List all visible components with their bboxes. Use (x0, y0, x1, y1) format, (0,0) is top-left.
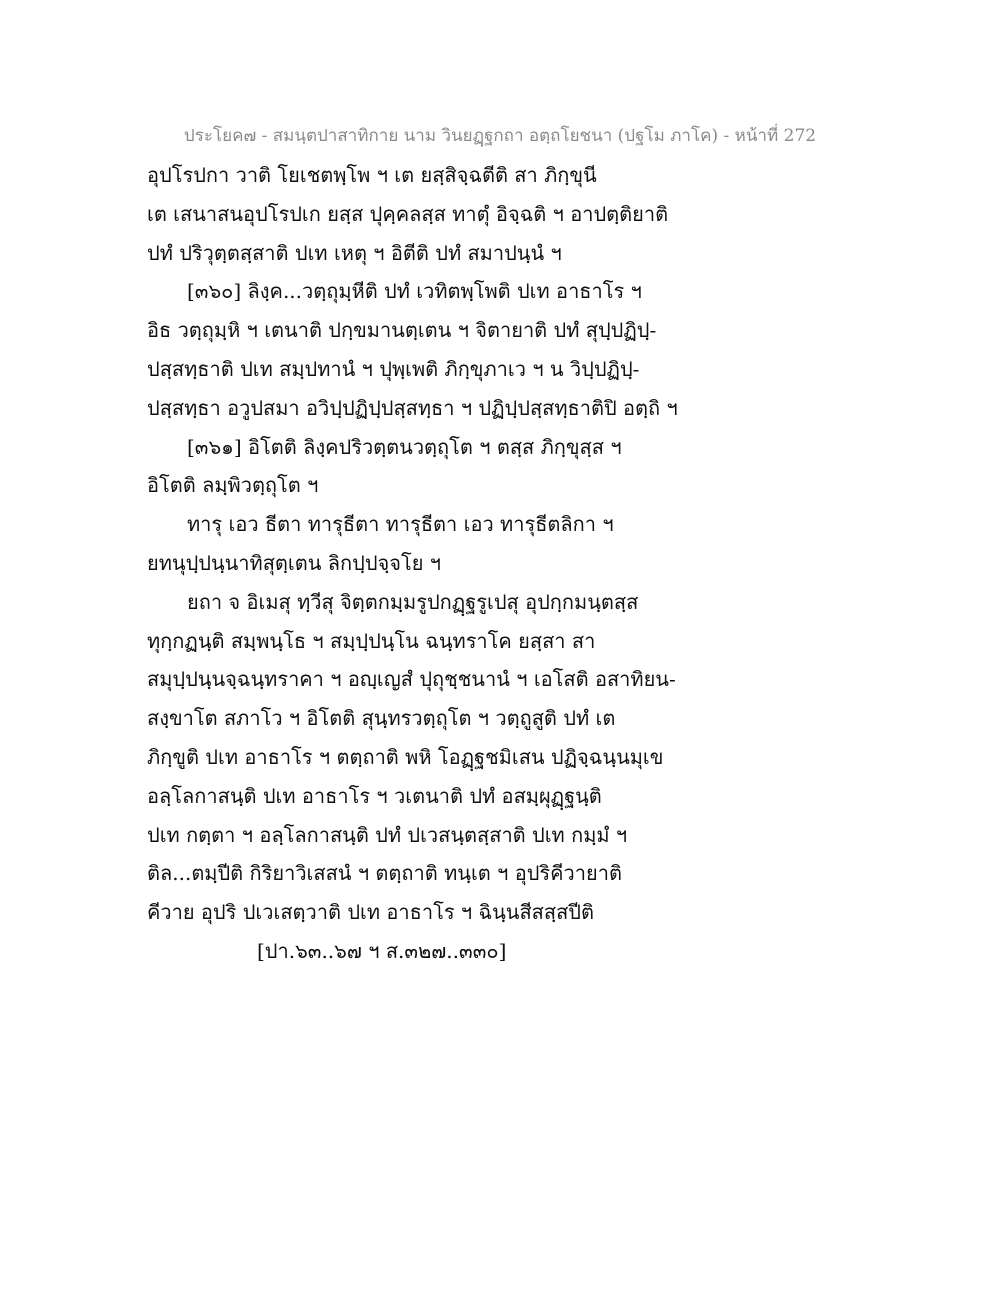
text-line: คีวาย อุปริ ปเวเสตฺวาติ ปเท อาธาโร ฯ ฉินฺนสีสสฺสปีติ (147, 900, 594, 925)
text-line: เต เสนาสนอุปโรปเก ยสฺส ปุคฺคลสฺส ทาตุํ อิจฺฉติ ฯ อาปตฺติยาติ (147, 201, 669, 226)
text-line: อิโตติ ลมฺพิวตฺถุโต ฯ (147, 473, 319, 498)
text-line: อลฺโลกาสนฺติ ปเท อาธาโร ฯ วเตนาติ ปทํ อสมฺผุฏฺฐนฺติ (147, 783, 602, 808)
text-line: ปทํ ปริวุตฺตสฺสาติ ปเท เหตุ ฯ อิตีติ ปทํ สมาปนฺนํ ฯ (147, 240, 562, 265)
text-line: ยทนุปฺปนฺนาทิสุตฺเตน ลิกปฺปจฺจโย ฯ (147, 550, 442, 575)
text-line: ปสฺสทฺธาติ ปเท สมฺปทานํ ฯ ปุพฺเพติ ภิกฺขุภาเว ฯ น วิปฺปฏิปฺ- (147, 356, 640, 381)
paragraph-360-start: [๓๖๐] ลิงฺค...วตฺถุมฺหีติ ปทํ เวทิตพฺโพติ ปเท อาธาโร ฯ (187, 279, 642, 304)
text-line: ทุกฺกฏนฺติ สมฺพนฺโธ ฯ สมฺปฺปนฺโน ฉนฺทราโค ยสฺสา สา (147, 628, 596, 653)
text-line: อิธ วตฺถุมฺหิ ฯ เตนาติ ปกฺขมานตฺเตน ฯ จิตายาติ ปทํ สุปฺปฏิปฺ- (147, 318, 657, 343)
body-text (147, 156, 847, 971)
text-line: สงฺขาโต สภาโว ฯ อิโตติ สุนฺทรวตฺถุโต ฯ วตฺถูสูติ ปทํ เต (147, 706, 616, 731)
text-line: สมุปฺปนฺนจฺฉนฺทราคา ฯ อญฺเญสํ ปุถุชฺชนานํ ฯ เอโสติ อสาทิยน- (147, 667, 676, 692)
text-line: อุปโรปกา วาติ โยเชตพฺโพ ฯ เต ยสฺสิจฺฉตีติ สา ภิกฺขุนี (147, 163, 597, 187)
paragraph-start: ทารุ เอว ธีตา ทารุธีตา ทารุธีตา เอว ทารุธีตลิกา ฯ (187, 512, 614, 537)
page-header: ประโยค๗ - สมนฺตปาสาทิกาย นาม วินยฏฺฐกถา อตฺถโยชนา (ปฐโม ภาโค) - หน้าที่ 272 (183, 126, 817, 146)
reference-citation: [ปา.๖๓..๖๗ ฯ ส.๓๒๗..๓๓๐] (257, 938, 507, 963)
text-line: ปสฺสทฺธา อวูปสมา อวิปฺปฏิปฺปสฺสทฺธา ฯ ปฏิปฺปสฺสทฺธาติปิ อตฺถิ ฯ (147, 395, 678, 420)
paragraph-start: ยถา จ อิเมสุ ทฺวีสุ จิตฺตกมฺมรูปกฏฺฐรูเปสุ อุปกฺกมนฺตสฺส (187, 589, 639, 614)
text-line: ภิกฺขูติ ปเท อาธาโร ฯ ตตฺถาติ พหิ โอฏฺฐชมิเสน ปฏิจฺฉนฺนมุเข (147, 744, 664, 769)
text-line: ปเท กตฺตา ฯ อลฺโลกาสนฺติ ปทํ ปเวสนฺตสฺสาติ ปเท กมฺมํ ฯ (147, 822, 628, 847)
text-line: ติล...ตมฺปีติ กิริยาวิเสสนํ ฯ ตตฺถาติ ทนฺเต ฯ อุปริคีวายาติ (147, 861, 622, 886)
paragraph-361-start: [๓๖๑] อิโตติ ลิงฺคปริวตฺตนวตฺถุโต ฯ ตสฺส ภิกฺขุสฺส ฯ (187, 434, 622, 459)
